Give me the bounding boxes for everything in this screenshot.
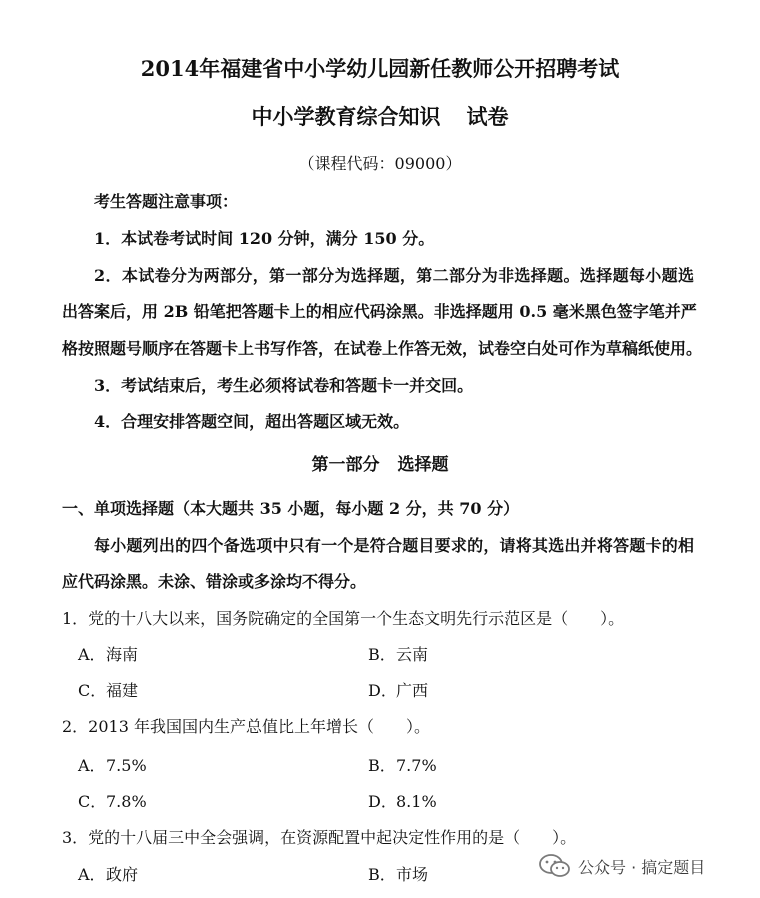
course-code: （课程代码：09000）	[298, 154, 462, 173]
note-item-2-line-2: 出答案后，用 2B 铅笔把答题卡上的相应代码涂黑。非选择题用 0.5 毫米黑色签字笔并严	[62, 302, 697, 321]
note-item-3: 3．考试结束后，考生必须将试卷和答题卡一并交回。	[94, 376, 474, 395]
option-key: C．	[78, 792, 107, 811]
section-heading: 一、单项选择题（本大题共 35 小题，每小题 2 分，共 70 分）	[62, 499, 520, 518]
part-name: 选择题	[397, 455, 449, 475]
option-text: 7.7%	[396, 756, 437, 775]
notes-heading: 考生答题注意事项：	[94, 192, 239, 211]
note-item-2-line-3: 格按照题号顺序在答题卡上书写作答，在试卷上作答无效，试卷空白处可作为草稿纸使用。	[62, 339, 703, 358]
option-key: C．	[78, 681, 107, 700]
question-3-option-b	[368, 865, 428, 885]
question-3-option-a	[78, 865, 138, 885]
question-2-option-d	[368, 792, 437, 812]
note-item-4: 4．合理安排答题空间，超出答题区域无效。	[94, 412, 410, 431]
note-item-1: 1．本试卷考试时间 120 分钟，满分 150 分。	[94, 229, 435, 248]
option-key: B．	[368, 645, 396, 664]
question-1-option-a	[78, 645, 138, 665]
watermark	[538, 852, 705, 880]
option-key: D．	[368, 792, 397, 811]
option-key: B．	[368, 756, 396, 775]
option-text: 福建	[106, 681, 139, 700]
exam-subtitle	[0, 102, 760, 132]
instruction-line-1: 每小题列出的四个备选项中只有一个是符合题目要求的，请将其选出并将答题卡的相	[94, 536, 694, 555]
option-key: A．	[78, 645, 106, 664]
question-1-option-d	[368, 681, 428, 701]
question-1: 1．党的十八大以来，国务院确定的全国第一个生态文明先行示范区是（ ）。	[62, 609, 625, 628]
question-1-option-c	[78, 681, 138, 701]
part-number: 第一部分	[311, 455, 380, 475]
watermark-text: 公众号 · 搞定题目	[578, 857, 706, 877]
option-text: 海南	[106, 645, 139, 664]
option-text: 广西	[396, 681, 429, 700]
question-2-option-a	[78, 756, 147, 776]
subtitle-subject: 中小学教育综合知识	[251, 104, 441, 129]
question-1-option-b	[368, 645, 428, 665]
question-3: 3．党的十八届三中全会强调，在资源配置中起决定性作用的是（ ）。	[62, 828, 577, 847]
wechat-icon	[538, 853, 572, 879]
option-text: 8.1%	[396, 792, 437, 811]
option-text: 7.5%	[106, 756, 147, 775]
exam-title: 2014年福建省中小学幼儿园新任教师公开招聘考试	[140, 56, 620, 81]
instruction-line-2: 应代码涂黑。未涂、错涂或多涂均不得分。	[62, 572, 367, 591]
question-2: 2．2013 年我国国内生产总值比上年增长（ ）。	[62, 717, 430, 736]
option-key: B．	[368, 865, 396, 884]
subtitle-paper: 试卷	[466, 104, 509, 129]
option-text: 7.8%	[106, 792, 147, 811]
option-key: A．	[78, 865, 106, 884]
option-key: D．	[368, 681, 397, 700]
option-text: 云南	[396, 645, 429, 664]
option-text: 市场	[396, 865, 429, 884]
question-2-option-c	[78, 792, 147, 812]
note-item-2-line-1: 2．本试卷分为两部分，第一部分为选择题，第二部分为非选择题。选择题每小题选	[94, 266, 694, 285]
question-2-option-b	[368, 756, 437, 776]
option-key: A．	[78, 756, 106, 775]
option-text: 政府	[106, 865, 139, 884]
part-title	[0, 455, 760, 475]
